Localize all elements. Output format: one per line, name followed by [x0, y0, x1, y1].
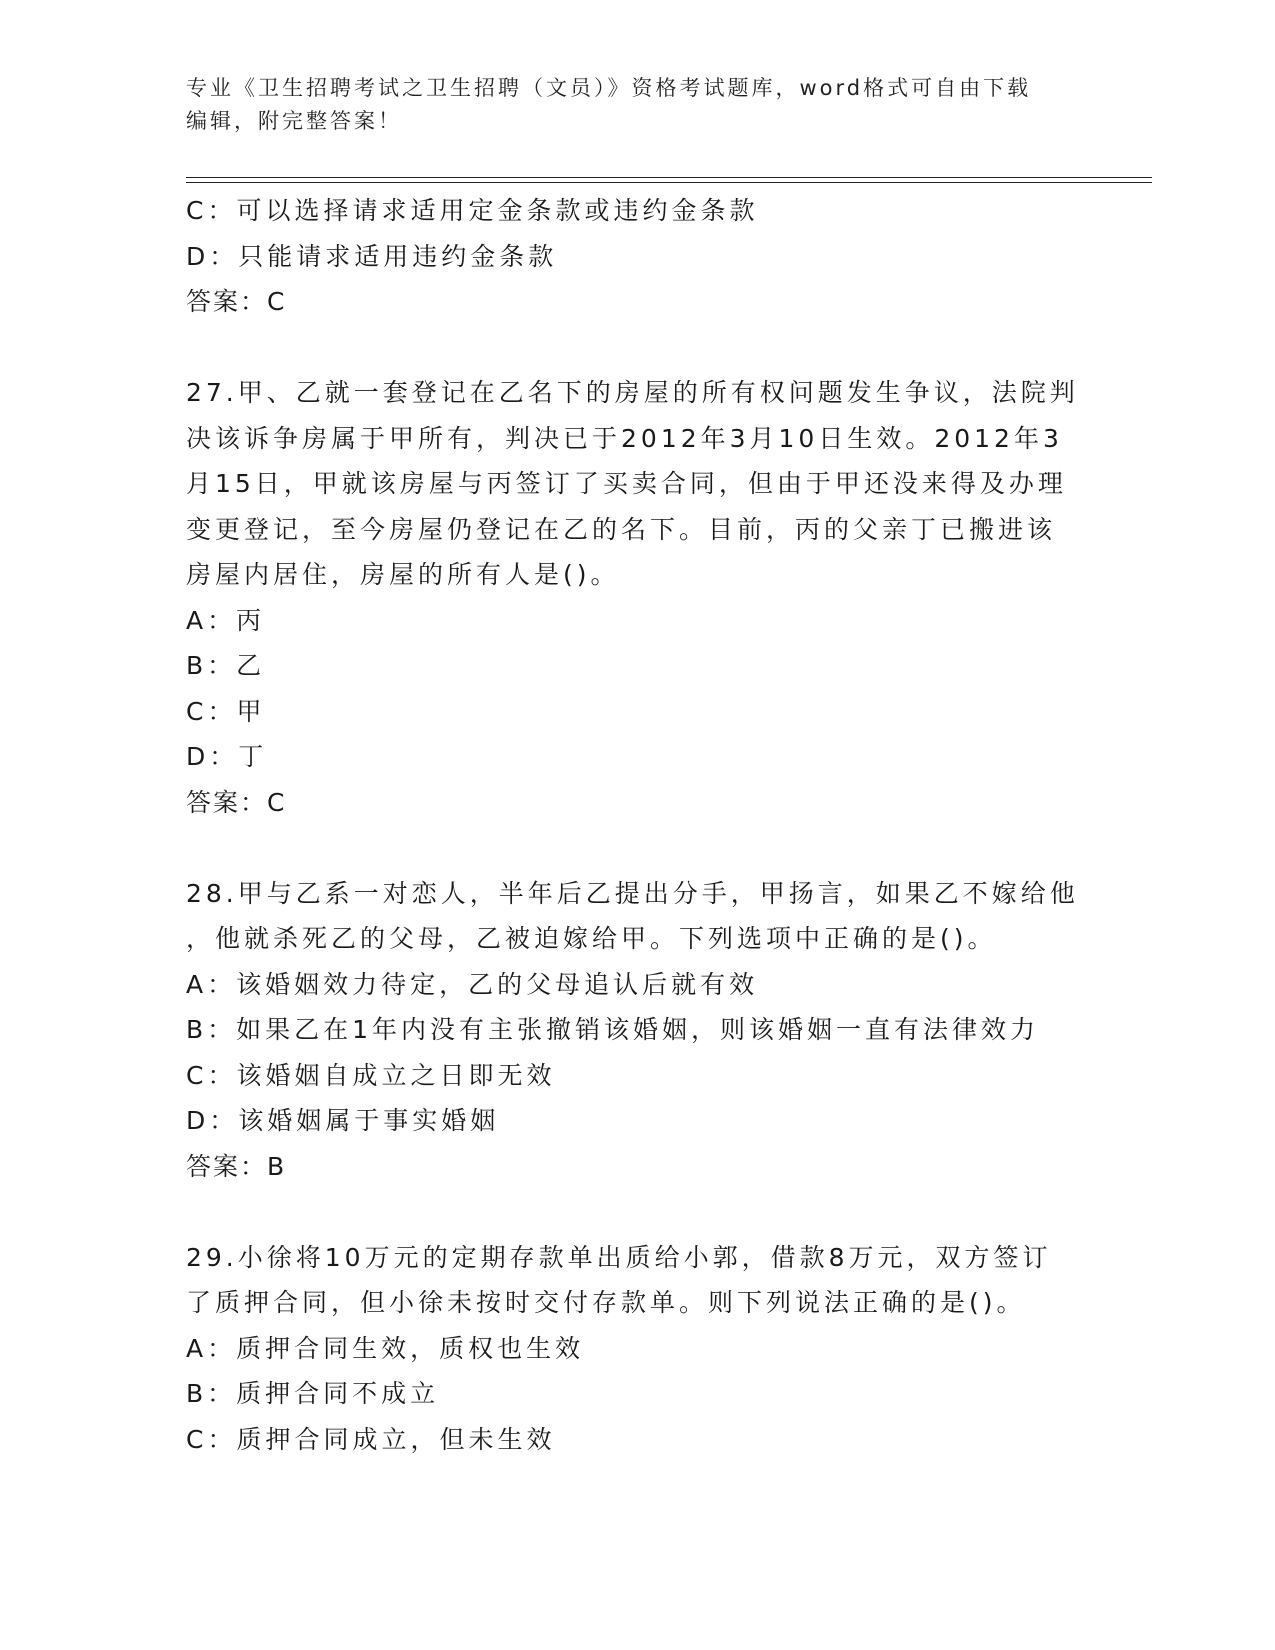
question-text-line: 房屋内居住，房屋的所有人是()。	[186, 560, 620, 589]
question-text-line: 了质押合同，但小徐未按时交付存款单。则下列说法正确的是()。	[186, 1288, 1026, 1317]
option-c: C：甲	[186, 696, 266, 726]
spacer	[186, 325, 1086, 371]
answer-line: 答案：C	[186, 287, 287, 316]
question-text-line: 月15日，甲就该房屋与丙签订了买卖合同，但由于甲还没来得及办理	[186, 469, 1067, 498]
spacer	[186, 1189, 1086, 1235]
question-text-line: 28.甲与乙系一对恋人，半年后乙提出分手，甲扬言，如果乙不嫁给他	[186, 878, 1079, 908]
option-d: D：该婚姻属于事实婚姻	[186, 1106, 500, 1135]
question-content	[186, 188, 1086, 1462]
option-c: C：该婚姻自成立之日即无效	[186, 1060, 556, 1090]
option-d: D：丁	[186, 742, 268, 771]
header-divider	[186, 177, 1152, 183]
header-line-2: 编辑，附完整答案！	[186, 109, 402, 133]
question-26-continued	[186, 188, 1086, 325]
option-b: B：乙	[186, 651, 266, 680]
question-29	[186, 1235, 1086, 1463]
header-line-1: 专业《卫生招聘考试之卫生招聘（文员）》资格考试题库，word格式可自由下载	[186, 76, 1032, 100]
option-b: B：如果乙在1年内没有主张撤销该婚姻，则该婚姻一直有法律效力	[186, 1015, 1040, 1044]
question-28	[186, 871, 1086, 1190]
question-27	[186, 370, 1086, 825]
option-c: C：质押合同成立，但未生效	[186, 1424, 556, 1454]
question-text-line: 决该诉争房属于甲所有，判决已于2012年3月10日生效。2012年3	[186, 423, 1063, 453]
question-text-line: 变更登记，至今房屋仍登记在乙的名下。目前，丙的父亲丁已搬进该	[186, 514, 1057, 544]
option-a: A：丙	[186, 605, 266, 635]
question-text-line: 27.甲、乙就一套登记在乙名下的房屋的所有权问题发生争议，法院判	[186, 378, 1079, 407]
spacer	[186, 825, 1086, 871]
option-c: C：可以选择请求适用定金条款或违约金条款	[186, 196, 759, 225]
option-d: D：只能请求适用违约金条款	[186, 241, 558, 271]
document-header	[186, 72, 1086, 138]
question-text-line: 29.小徐将10万元的定期存款单出质给小郭，借款8万元，双方签订	[186, 1242, 1052, 1272]
answer-line: 答案：B	[186, 1151, 287, 1181]
option-a: A：质押合同生效，质权也生效	[186, 1333, 585, 1363]
question-text-line: ，他就杀死乙的父母，乙被迫嫁给甲。下列选项中正确的是()。	[186, 924, 997, 953]
option-b: B：质押合同不成立	[186, 1379, 440, 1408]
answer-line: 答案：C	[186, 787, 287, 817]
option-a: A：该婚姻效力待定，乙的父母追认后就有效	[186, 969, 759, 999]
